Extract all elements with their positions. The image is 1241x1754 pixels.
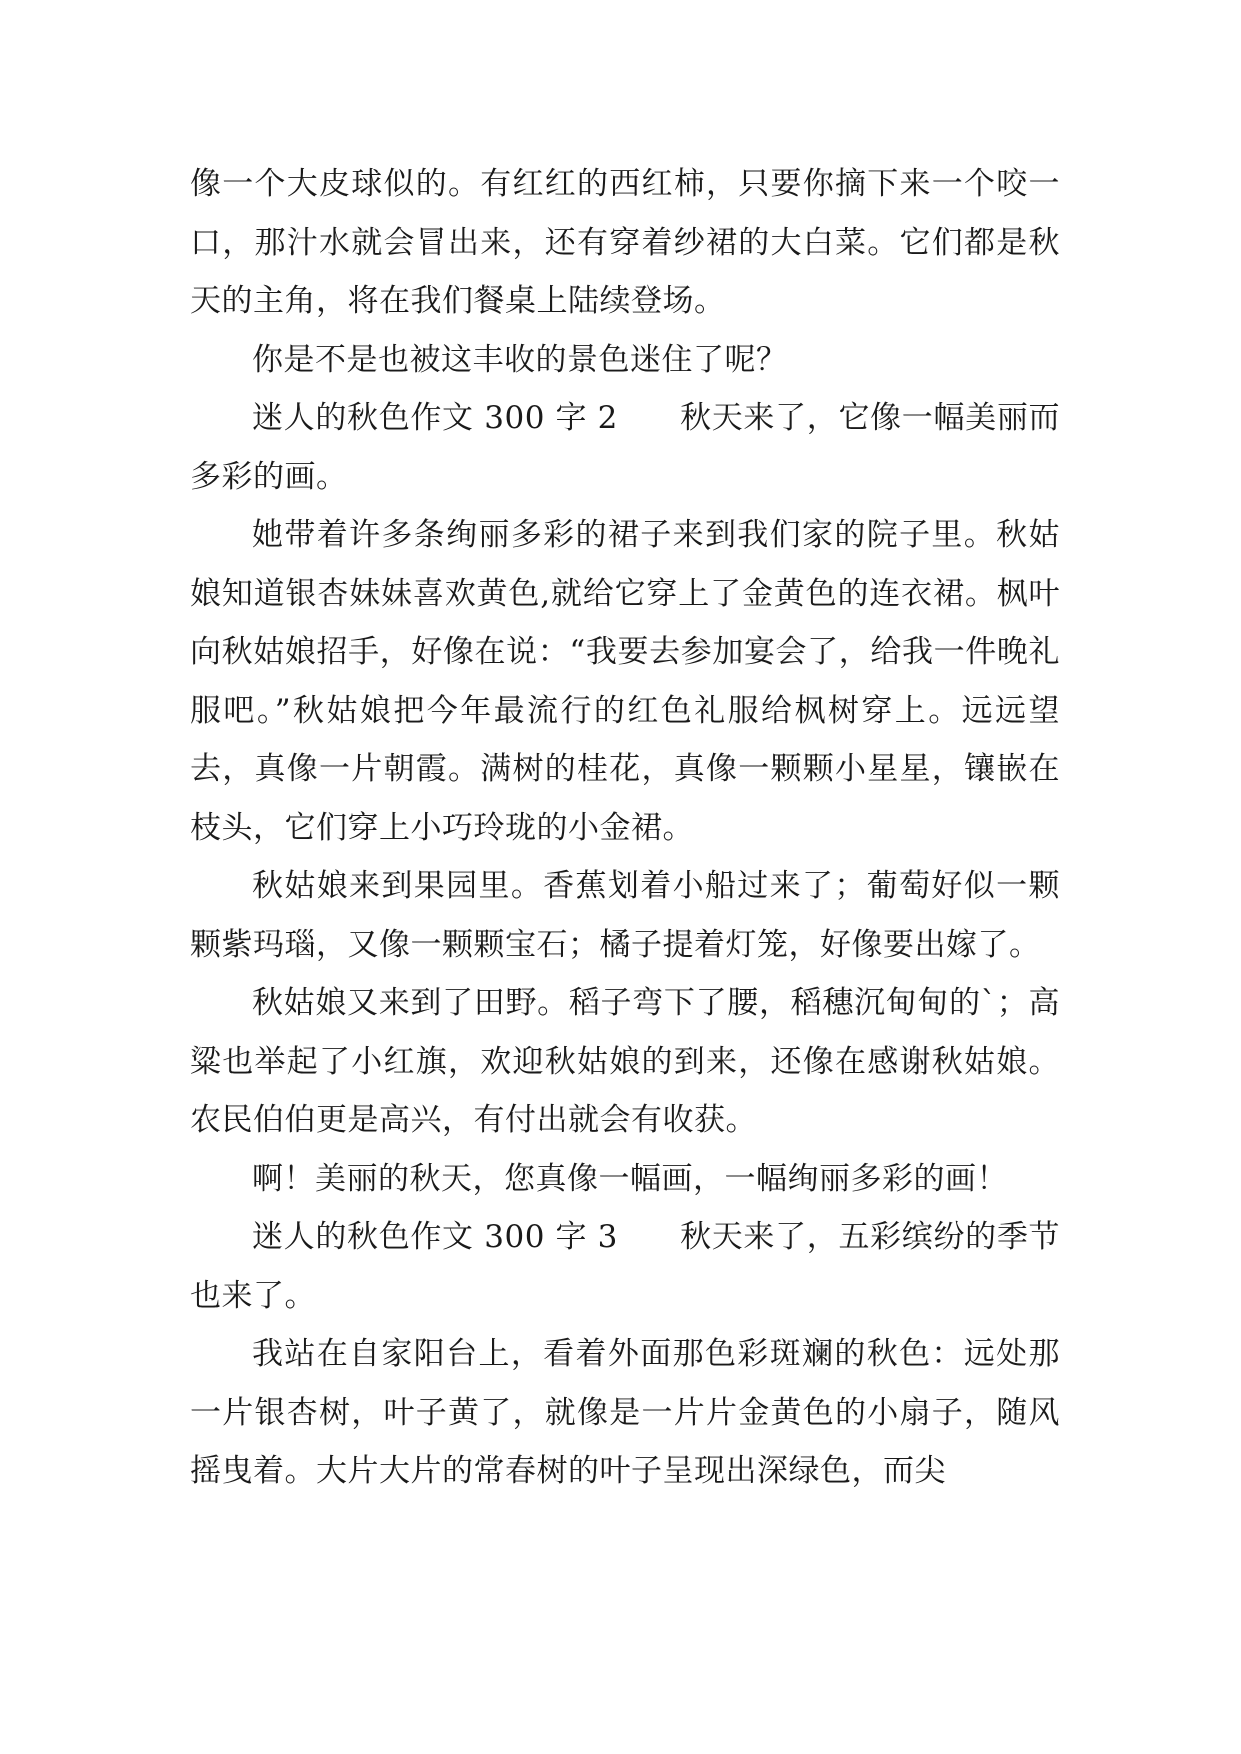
paragraph-8 bbox=[190, 1208, 1060, 1325]
document-page bbox=[190, 155, 1060, 1501]
paragraph-2: 你是不是也被这丰收的景色迷住了呢？ bbox=[252, 341, 788, 378]
paragraph-9: 我站在自家阳台上，看着外面那色彩斑斓的秋色：远处那一片银杏树，叶子黄了，就像是一片片金黄色的小扇子，随风摇曳着。大片大片的常春树的叶子呈现出深绿色，而尖 bbox=[190, 1336, 1060, 1489]
paragraph-4: 她带着许多条绚丽多彩的裙子来到我们家的院子里。秋姑娘知道银杏妹妹喜欢黄色,就给它穿上了金黄色的连衣裙。枫叶向秋姑娘招手，好像在说：“我要去参加宴会了，给我一件晚礼服吧。”秋姑娘把今年最流行的红色礼服给枫树穿上。远远望去，真像一片朝霞。满树的桂花，真像一颗颗小星星，镶嵌在枝头，它们穿上小巧玲珑的小金裙。 bbox=[190, 517, 1060, 846]
paragraph-3 bbox=[190, 389, 1060, 506]
paragraph-7: 啊！美丽的秋天，您真像一幅画，一幅绚丽多彩的画！ bbox=[252, 1160, 1008, 1197]
paragraph-8-text: 秋天来了，五彩缤纷的季节也来了。 bbox=[190, 1219, 1060, 1314]
paragraph-3-text: 秋天来了，它像一幅美丽而多彩的画。 bbox=[190, 400, 1060, 495]
section-heading-2: 迷人的秋色作文 300 字 2 bbox=[252, 400, 618, 436]
section-heading-3: 迷人的秋色作文 300 字 3 bbox=[252, 1219, 618, 1255]
paragraph-1: 像一个大皮球似的。有红红的西红柿，只要你摘下来一个咬一口，那汁水就会冒出来，还有穿着纱裙的大白菜。它们都是秋天的主角，将在我们餐桌上陆续登场。 bbox=[190, 166, 1060, 319]
paragraph-5: 秋姑娘来到果园里。香蕉划着小船过来了；葡萄好似一颗颗紫玛瑙，又像一颗颗宝石；橘子提着灯笼，好像要出嫁了。 bbox=[190, 868, 1060, 963]
paragraph-6: 秋姑娘又来到了田野。稻子弯下了腰，稻穗沉甸甸的`；高粱也举起了小红旗，欢迎秋姑娘的到来，还像在感谢秋姑娘。农民伯伯更是高兴，有付出就会有收获。 bbox=[190, 985, 1060, 1138]
